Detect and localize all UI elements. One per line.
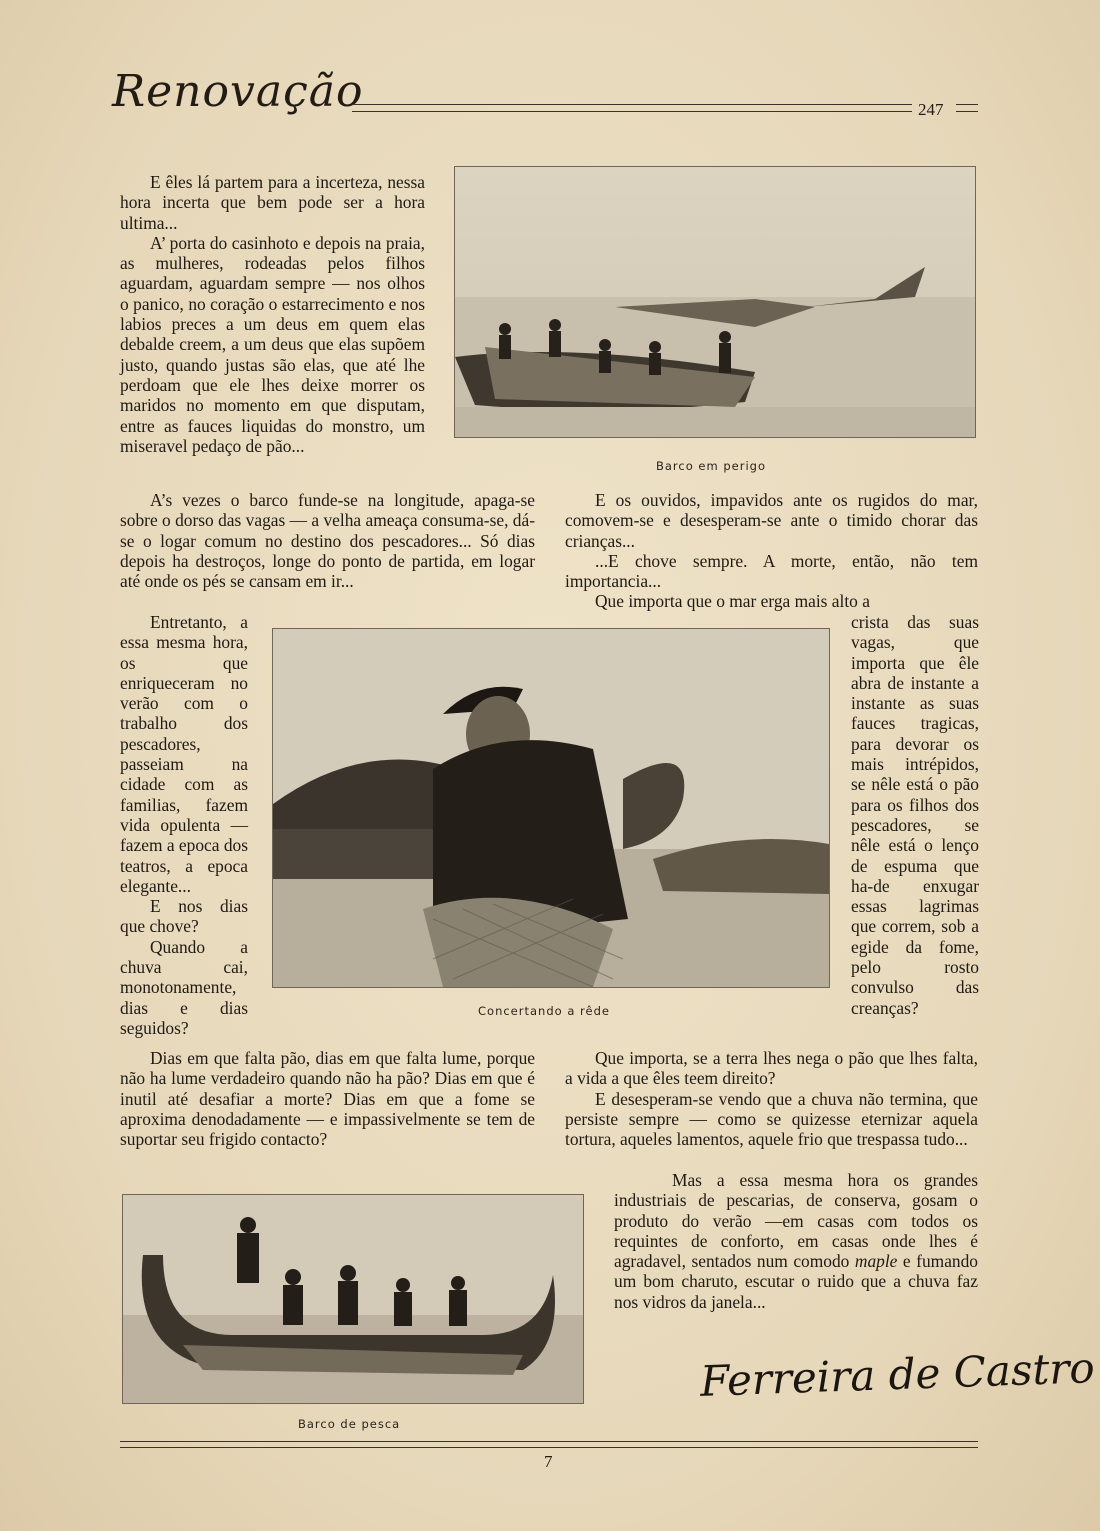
header-rule — [352, 104, 912, 105]
caption-boat-in-danger: Barco em perigo — [656, 459, 766, 473]
article-text-closing — [614, 1170, 978, 1312]
page-number: 247 — [918, 100, 944, 119]
paragraph: Que importa que o mar erga mais alto a — [595, 591, 870, 612]
paragraph: A’ porta do casinhoto e depois na praia, as mulheres, rodeadas pelos filhos aguardam, aguardam sempre — nos olhos o panico, no coração o estarrecimento e nos labios preces a um deus em quem elas debalde creem, a um deus que elas supõem justo, quando justas são elas, que até lhe perdoam que ele lhes deixe morrer os maridos no momento em que disputam, entre as fauces liquidas do monstro, um miseravel pedaço de pão... — [120, 232, 425, 456]
paragraph: A’s vezes o barco funde-se na longitude, apaga-se sobre o dorso das vagas — a velha ameaça consuma-se, dá-se o logar comum no destino dos pescadores... Só dias depois ha destroços, longe do ponto de partida, em logar até onde os pés se cansam em ir... — [120, 490, 535, 592]
paragraph: E êles lá partem para a incerteza, nessa hora incerta que bem pode ser a hora ultima... — [120, 172, 425, 233]
footer-rule — [120, 1447, 978, 1448]
paragraph: ...E chove sempre. A morte, então, não tem importancia... — [565, 550, 978, 592]
paragraph: crista das suas vagas, que importa que êle abra de instante a instante as suas fauces tragicas, para devorar os mais intrépidos, se nêle está o pão para os filhos dos pescadores, se nêle está o lenço de espuma que ha-de enxugar essas lagrimas que correm, sob a egide da fome, pelo rosto convulso das creanças? — [851, 612, 979, 1018]
photo-mending-net — [272, 628, 830, 988]
article-text-mid-left — [120, 490, 535, 591]
folio-number: 7 — [544, 1452, 553, 1471]
paragraph: Quando a chuva cai, monotonamente, dias e dias seguidos? — [120, 936, 248, 1038]
article-text-narrow-right — [851, 612, 979, 1018]
closing-text-start: Mas a essa mesma hora os grandes industriais de pescarias, de conserva, gosam o produto do verão —em casas com todos os requintes de conforto, em casas onde lhes é agradavel, sentados num comodo — [614, 1170, 978, 1272]
header-rule — [956, 111, 978, 112]
article-text-top-left — [120, 172, 425, 456]
closing-paragraph — [614, 1170, 978, 1312]
masthead-logo: Renovação — [112, 66, 364, 117]
caption-mending-net: Concertando a rêde — [478, 1004, 610, 1018]
article-text-lower-left — [120, 1048, 535, 1149]
paragraph: Dias em que falta pão, dias em que falta lume, porque não ha lume verdadeiro quando não ha pão? Dias em que é inutil até desafiar a morte? Dias em que a fome se aproxima denodadamente — e impassivelmente se tem de suportar seu frigido contacto? — [120, 1048, 535, 1150]
paragraph: E nos dias que chove? — [120, 896, 248, 937]
article-text-lower-right — [565, 1048, 978, 1149]
paragraph: Entretanto, a essa mesma hora, os que enriqueceram no verão com o trabalho dos pescadores, passeiam na cidade com as familias, fazem vida opulenta —fazem a epoca dos teatros, a epoca elegante... — [120, 612, 248, 896]
footer-rule — [120, 1441, 978, 1442]
closing-text-end: e fumando um bom charuto, escutar o ruido que a chuva faz nos vidros da janela... — [614, 1251, 978, 1312]
article-text-narrow-left — [120, 612, 248, 1038]
caption-fishing-boat: Barco de pesca — [298, 1417, 401, 1431]
photo-boat-in-danger — [454, 166, 976, 438]
article-text-mid-right — [565, 490, 978, 612]
paragraph: E os ouvidos, impavidos ante os rugidos do mar, comovem-se e desesperam-se ante o timido chorar das crianças... — [565, 490, 978, 551]
header-rule — [352, 111, 912, 112]
photo-fishing-boat — [122, 1194, 584, 1404]
closing-text-italic: maple — [854, 1251, 898, 1272]
paragraph: Que importa, se a terra lhes nega o pão que lhes falta, a vida a que êles teem direito? — [565, 1048, 978, 1089]
header-rule — [956, 104, 978, 105]
author-signature: Ferreira de Castro — [699, 1343, 1096, 1406]
paragraph: E desesperam-se vendo que a chuva não termina, que persiste sempre — como se quizesse eternizar aquela tortura, aqueles lamentos, aquele frio que trespassa tudo... — [565, 1088, 978, 1150]
